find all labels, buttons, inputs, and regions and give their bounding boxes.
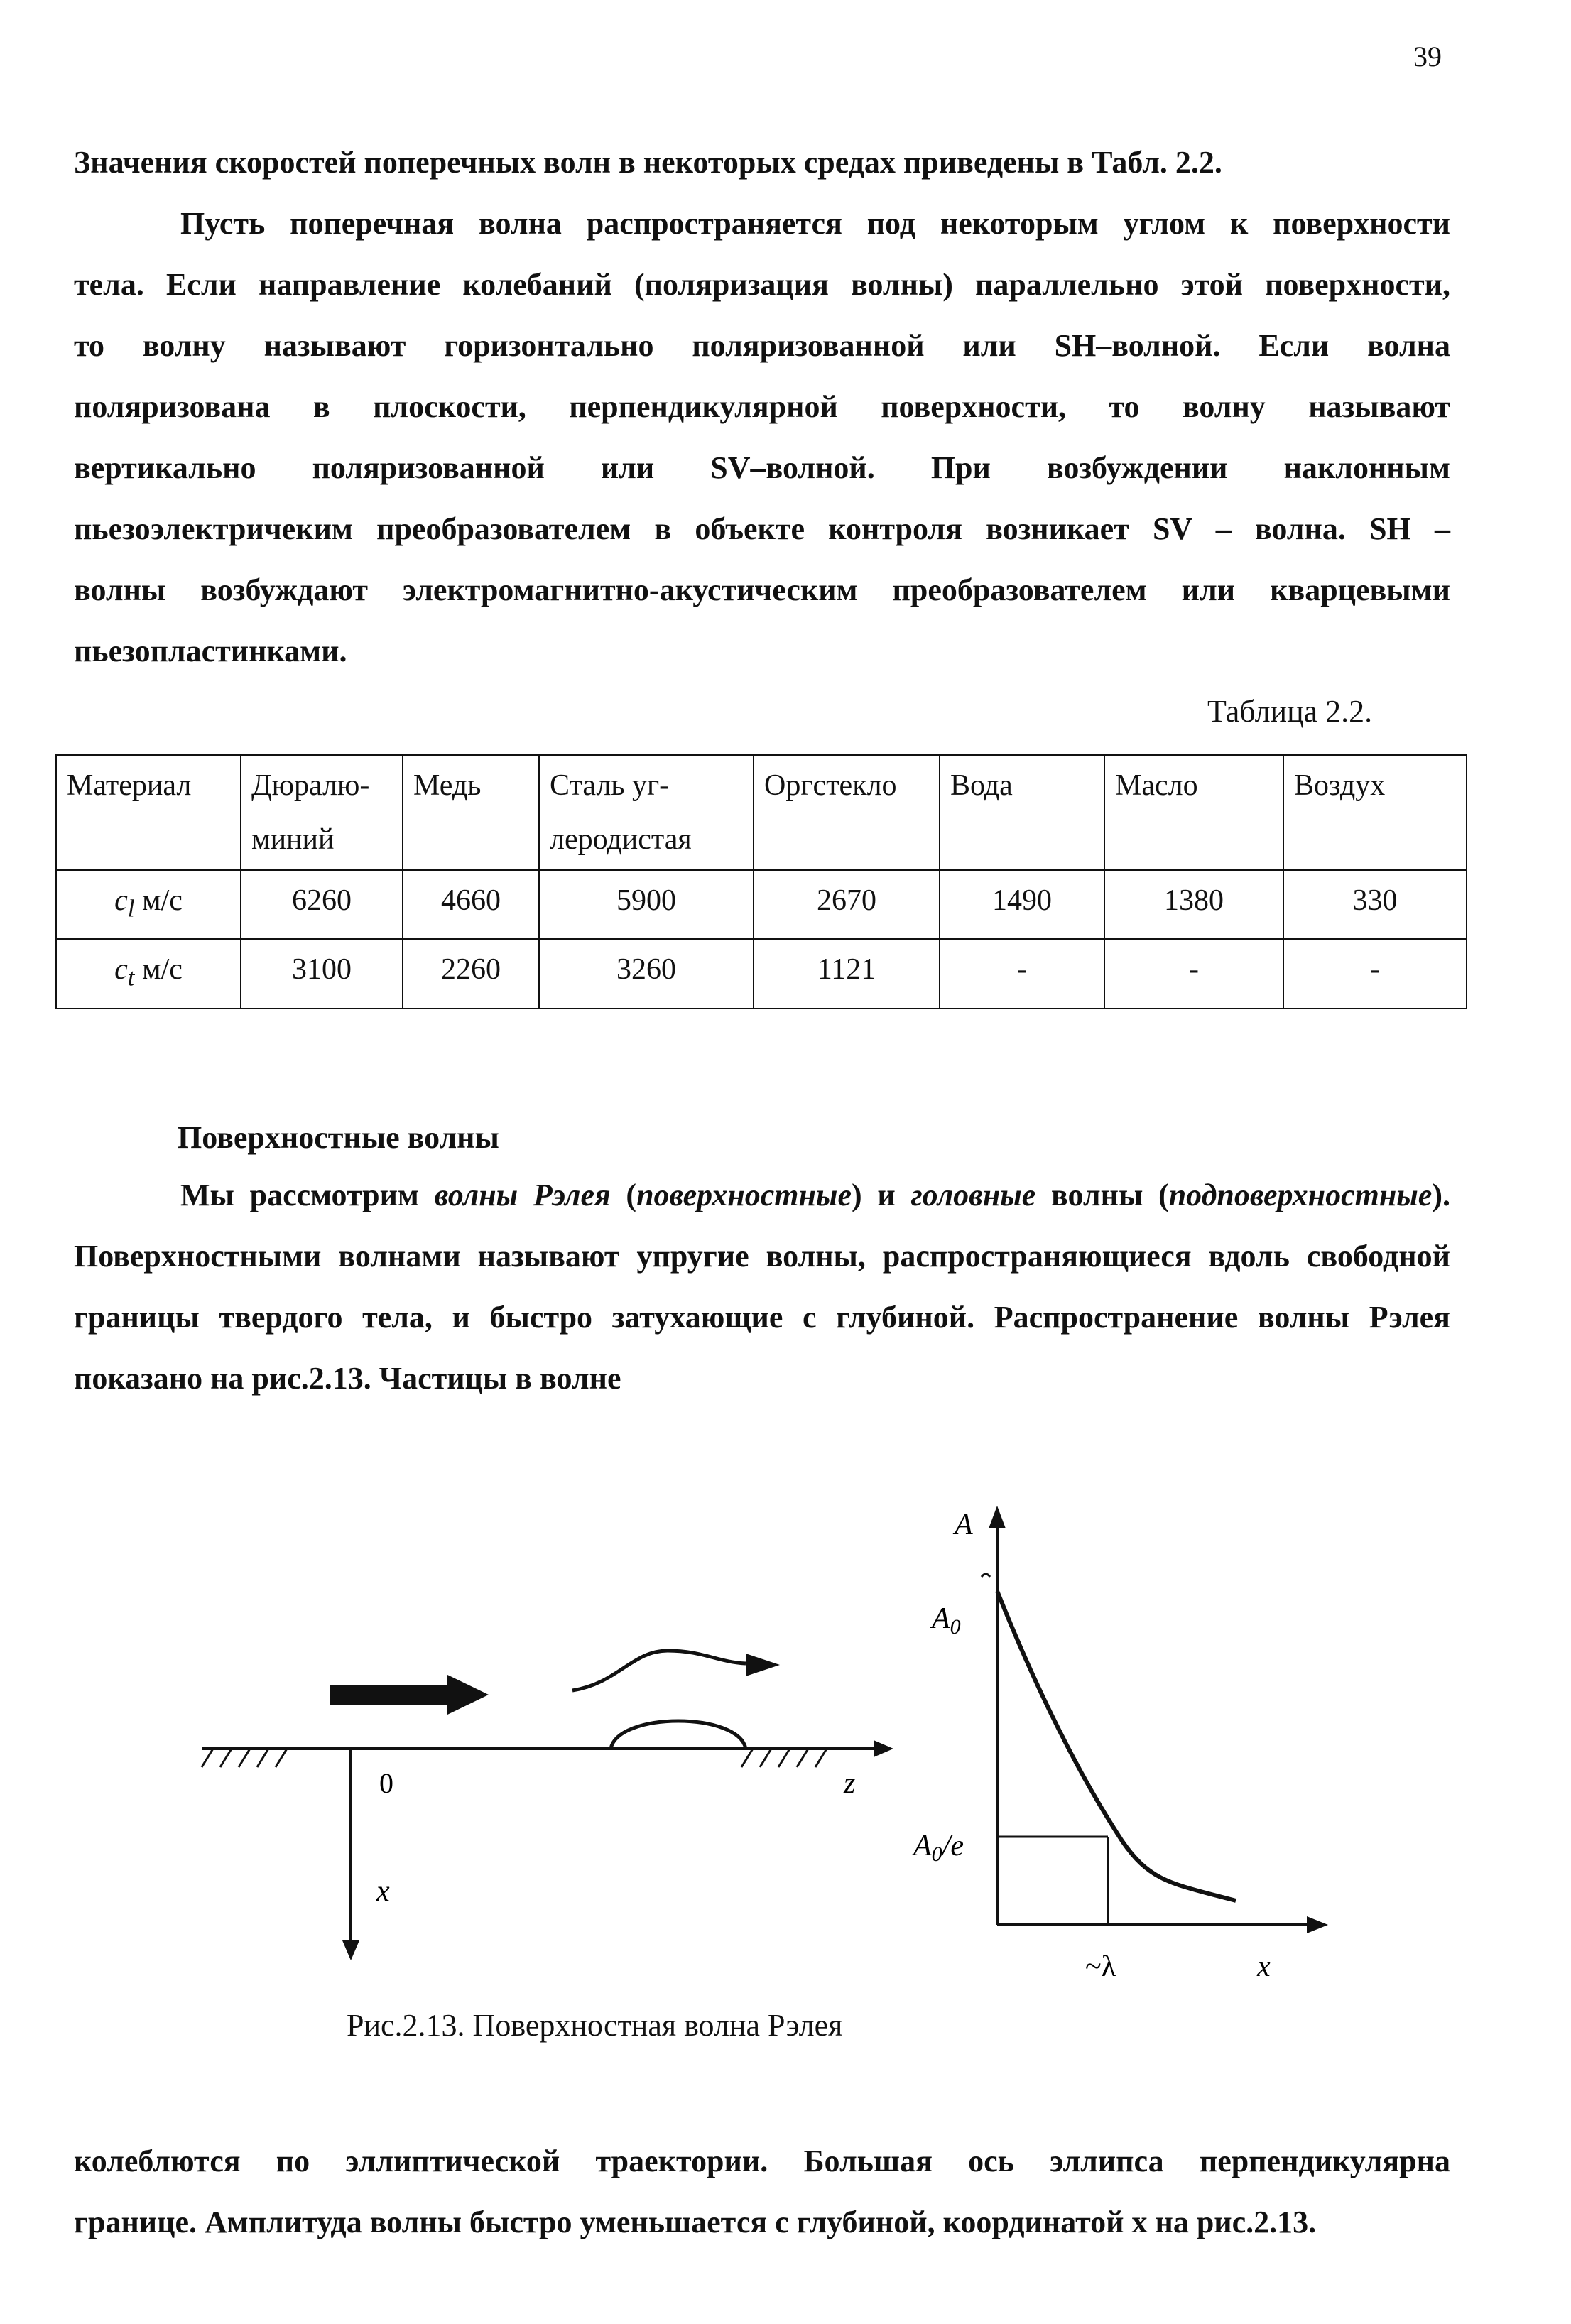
header-cell: Воздух [1283,755,1467,870]
page-number: 39 [1413,40,1442,72]
section-heading: Поверхностные волны [178,1120,499,1155]
a-axis-arrowhead [989,1506,1006,1528]
table-row [56,939,1467,1008]
italic-term: головные [910,1178,1036,1212]
text-line: волны возбуждают электромагнитно-акустическим преобразователем или кварцевыми [74,572,1450,607]
text-line: границе. Амплитуда волны быстро уменьшается с глубиной, координатой x на рис.2.13. [74,2205,1317,2239]
a0-label: A0 [932,1602,961,1639]
table-cell: 6260 [241,870,403,939]
table-cell: 1121 [754,939,940,1008]
header-cell: Вода [940,755,1104,870]
table-cell: 2260 [403,939,539,1008]
italic-term: волны Рэлея [434,1178,611,1212]
table-cell: 1490 [940,870,1104,939]
text-line: Пусть поперечная волна распространяется под некоторым углом к поверхности [180,206,1450,241]
header-cell: Дюралю-миний [241,755,403,870]
velocity-table [55,754,1467,1009]
particle-path [572,1651,746,1690]
x-axis-arrowhead-right [1307,1916,1328,1933]
header-cell: Оргстекло [754,755,940,870]
x-axis-label: x [376,1875,390,1908]
text-line: тела. Если направление колебаний (поляризация волны) параллельно этой поверхности, [74,267,1450,302]
italic-term: поверхностные [636,1178,852,1212]
propagation-arrow [330,1675,489,1715]
figure-caption: Рис.2.13. Поверхностная волна Рэлея [347,2008,843,2043]
hatch-left [202,1749,287,1767]
amplitude-graph [911,1506,1328,1983]
text-line: поляризована в плоскости, перпендикулярной поверхности, то волну называют [74,389,1450,424]
row-label-cell: $c_l$ м/с [56,870,241,939]
table-cell: 2670 [754,870,940,939]
italic-term: подповерхностные [1168,1178,1433,1212]
header-cell: Масло [1104,755,1283,870]
paragraph-polarization [74,193,1450,682]
rayleigh-wave-figure [0,1477,1571,2003]
text-segment: ). Поверхностными волнами называют упругие волны, распространяющиеся вдоль свободной границы твердого тела, и быстро затухающие с глубиной. Распространение волны Рэлея показано на рис.2.13. Частицы в волне [74,1178,1450,1396]
z-axis-label: z [844,1767,856,1800]
text-line: колеблются по эллиптической траектории. Большая ось эллипса перпендикулярна [74,2144,1450,2178]
paragraph-intro [74,132,1450,193]
table-cell: - [1283,939,1467,1008]
z-axis-arrowhead [874,1740,893,1757]
table-cell: 1380 [1104,870,1283,939]
table-cell: 3100 [241,939,403,1008]
text-segment: Мы рассмотрим [180,1178,435,1212]
table-cell: - [1104,939,1283,1008]
x-axis-arrowhead [342,1940,359,1960]
text-line: вертикально поляризованной или SV–волной. При возбуждении наклонным [74,450,1450,485]
text-line: то волну называют горизонтально поляризованной или SH–волной. Если волна [74,328,1450,363]
paragraph-surface-waves [74,1165,1450,1409]
header-cell: Материал [56,755,241,870]
a0e-label: A0/e [913,1830,964,1866]
table-cell: 330 [1283,870,1467,939]
row-label-cell: $c_t$ м/с [56,939,241,1008]
text-segment: ) и [851,1178,911,1212]
surface-diagram [202,1651,893,1960]
amplitude-curve [997,1591,1236,1901]
origin-label: 0 [379,1767,393,1799]
header-cell: Медь [403,755,539,870]
text-segment: ( [610,1178,637,1212]
table-row [56,870,1467,939]
table-cell: 4660 [403,870,539,939]
particle-arrowhead [746,1654,780,1676]
x-axis-label-right: x [1257,1950,1271,1983]
text-segment: волны ( [1035,1178,1169,1212]
table-cell: 5900 [539,870,754,939]
table-header-row [56,755,1467,870]
lambda-label: ~λ [1085,1950,1116,1983]
text-line: пьезопластинками. [74,634,347,668]
table-caption: Таблица 2.2. [1207,694,1373,729]
table-cell: - [940,939,1104,1008]
paragraph-elliptic [74,2131,1450,2253]
table-cell: 3260 [539,939,754,1008]
surface-bump [611,1721,746,1749]
hatch-right [741,1749,827,1767]
header-cell: Сталь уг-леродистая [539,755,754,870]
text-line: Значения скоростей поперечных волн в некоторых средах приведены в Табл. 2.2. [74,145,1222,180]
a-axis-label: A [955,1509,973,1541]
text-line: пьезоэлектричеким преобразователем в объекте контроля возникает SV – волна. SH – [74,511,1450,546]
hat-mark [982,1574,990,1577]
